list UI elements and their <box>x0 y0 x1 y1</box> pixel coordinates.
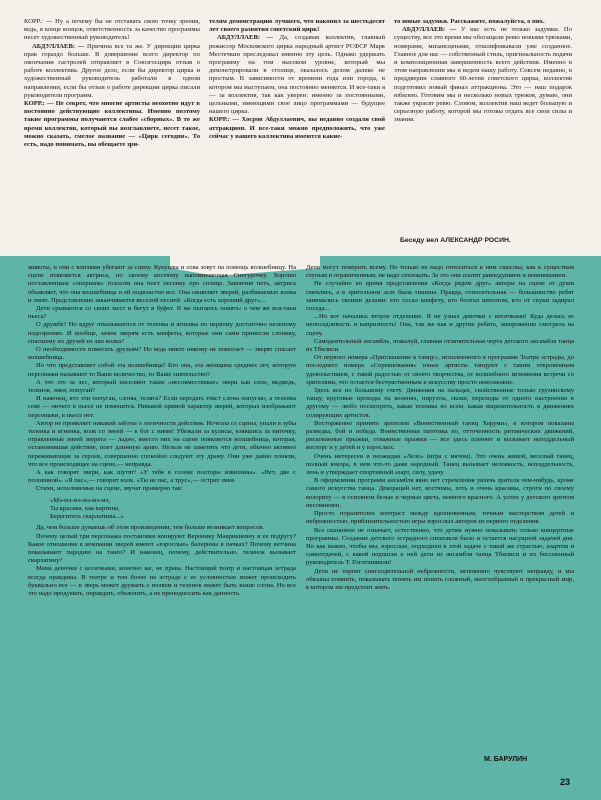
paragraph <box>28 321 296 346</box>
paragraph-text: У нас есть не только задумки. По существу, все это время мы обогащали ревю новыми трюками, номерами, мизансценами, отшлифовывали уже созданное. Главное для нас — собственный стиль, оригинальность подачи и композиционная завершенность всего действия. Именно в этом направлении мы и ведем нашу работу. Совсем недавно, в преддверии славного 60-летия советского цирка, коллектив подготовил новый финал аттракциона. Это — наш подарок юбилею. Готовим мы и несколько новых трюков, думаю, они также украсят ревю. Словом, коллектив наш ведет большую и серьезную работу, которой мы готовы отдать все свои силы и знания. <box>394 26 572 124</box>
speaker-label: АБДУЛЛАЕВ: — <box>32 42 85 50</box>
paragraph-text: «Мэ-мэ-мэ-мэ-мэ-мэ, Ты красива, как картина, Берегитесь скарлатины...» <box>50 496 124 521</box>
paragraph-text: Да, создавая коллектив, главный режиссер Московского цирка народный артист РСФСР Марк Местечкин преследовал именно эту цель. Однако удержать программу на том высоком уровне, который мы демонстрировали в столице, оказалось делом далеко не простым. В зависимости от времени года или города, в котором мы выступаем, она постоянно меняется. И все-таки я — за коллектив, так как уверен: именно за постоянными, цельными, имеющими свое лицо программами — будущее нашего цирка. <box>209 34 385 116</box>
paragraph-text: А что это за лес, который населяют такие «несовместимые» звери как слон, медведь, теленок, змея, попугай? <box>28 378 296 395</box>
paragraph-text: Мама девочки с косичками, конечно же, не права. Настоящий театр и настоящая эстрада всегда правдивы. В театре и тем более на эстраде с ее условностью может происходить буквально все — в зверь может дружить с волком и теленок может быть выше слона. Но все это надо продумать, оправдать, объяснить, а не преподносить как данность. <box>28 565 296 597</box>
paragraph <box>209 116 385 141</box>
paragraph-text: В оформлении программ ансамбля явно нет стремления увлечь зрителя чем-нибудь, кроме самого искусства танца. Декораций нет, костюмы, хоть и очень красивы, строги по своему колориту — в основном белые и черные цвета, немного красного. А успех у детского зрителя несомненен. <box>306 477 574 509</box>
paragraph-text: то новые задумки. Расскажите, пожалуйста, о них. <box>394 18 545 25</box>
paragraph-text: Да, чем больше думаешь об этом произведении, тем больше возникает вопросов. <box>36 524 265 532</box>
paragraph <box>306 313 574 338</box>
paragraph <box>28 305 296 321</box>
paragraph <box>306 280 574 313</box>
paragraph <box>28 524 296 532</box>
paragraph <box>28 497 296 522</box>
paragraph <box>28 533 296 566</box>
paragraph <box>209 34 385 116</box>
interview-signature: Беседу вел АЛЕКСАНДР РОСИН. <box>400 237 511 244</box>
paragraph-text: Дети не терпят снисходительной небрежности, мгновенно чувствуют неправду, и мы обязаны помнить, показывать понять им понять сложный, многообразный и прекрасный мир, в котором им предстоит жить. <box>306 567 574 591</box>
paragraph-text: Но что представляет собой эта волшебница? Кто она, эта женщина средних лет, которую персонажи называют то Ваше величество, то Ваше сиятельство? <box>28 362 296 378</box>
paragraph-text: Почему целый три персонажа постановки копируют Веронику Маврикиевну и ее подругу? Какое отношение к компании зверей имеют «взрослые» балерины в пачках? Почему ветчина показывают пародию на танго? И наконец, почему, действительно, теленок вызывает скарлатину? <box>28 532 296 565</box>
paragraph <box>306 477 574 510</box>
review-column-1 <box>28 264 296 754</box>
paragraph <box>28 420 296 469</box>
paragraph <box>306 264 574 280</box>
paragraph-text: КОРР.: — Ну а почему бы не отставать свою точку зрения, ведь, в конце концов, ответственность за качество программы несет художественный руководитель! <box>24 18 200 42</box>
paragraph-text: Все сказанное не означает, естественно, что детям нужно показывать только концертные программы. Создание детского эстрадного спектакля было и остается насущной задачей дня. Но как важно, чтобы мы, взрослые, подходили к этой задаче с такой же страстью, азартом и самоотдачей, с какой подошли к ней дети из ансамбля танца Тбилиси и их бессменный руководитель Т. Гоготишвили! <box>306 526 574 567</box>
paragraph <box>306 387 574 420</box>
paragraph-text: КОРР.: — Хосров Абдуллаевич, вы недавно создали свой аттракцион. И все-таки можно предположить, что уже сейчас у вашего коллектива имеются какие- <box>209 116 385 140</box>
paragraph-text: Восторженно принято зрителем «Воинственный танец Хоруми», в котором показаны разведка, бой и победа. Воинственная патетика по, отточенность ритмических движений, рискованные прыжки, отважные прыжки — все здесь пленяет и вызывает неподдельный восторг и у детей и у взрослых. <box>306 419 574 452</box>
paragraph <box>28 264 296 305</box>
paragraph <box>306 527 574 568</box>
paragraph <box>28 395 296 420</box>
paragraph-text: Просто поразителен контраст между вдохновенным, точным мастерством детей и небрежностью, приблизительностью игры взрослых актеров из первого отделения. <box>306 510 574 526</box>
paragraph <box>306 354 574 387</box>
paragraph <box>24 43 200 100</box>
paragraph-text: животы, и они с воплями убегают за сцену. Кукушка и сова зовут на помощь волшебницу. На сцене появляется актриса, по своему костюму напоминающая Снегурочку. Хорошо поставленным «оперным» голосом она поет песенку про солнце. Закончив петь, актриса объявляет, что она волшебница и ей подвластно все. Она оживляет зверей, разбиваемых волка и змею. Представление заканчивается веселой песней: «Когда есть хороший друг»... <box>28 264 296 304</box>
paragraph-text: От первого номера «Приглашение к танцу», исполненного в программе Театра эстрады, до последнего номера «Соревнования» юные артисты танцуют с таким откровенным удовольствием, с такой радостью от своего творчества, от волшебного мгновения встречи со зрителями, что остается бесчувственным к искусству просто невозможно. <box>306 354 574 386</box>
paragraph <box>306 510 574 526</box>
speaker-label: АБДУЛЛАЕВ: — <box>217 34 274 42</box>
paragraph <box>24 18 200 43</box>
paragraph <box>394 18 572 26</box>
review-column-2 <box>306 264 574 754</box>
interview-column-3 <box>394 18 572 254</box>
review-signature: М. БАРУЛИН <box>484 756 528 763</box>
paragraph <box>28 469 296 485</box>
paragraph-text: Причина все та же. У дирекции цирка прав гораздо больше. В довершение всего директор по окончании гастролей отправляет в Союзгосцирк отзыв о работе коллектива. Другое дело, если бы директор цирка и художественный руководитель работали в одном направлении, если бы отзыв о работе дирекции цирка писали руководители программ. <box>24 42 200 99</box>
paragraph <box>306 420 574 453</box>
paragraph-text: Самодеятельный ансамбль, пожалуй, главная отличительная черта детского ансамбля танца из Тбилиси. <box>306 337 574 354</box>
paragraph-text: Автор не проявляет никакой заботы о логичности действия. Исчезла со сцены, упали в зубы теленка и ягненка, волк со змеей — к бог с ними! Убежали за кулисы, взявшись за ниточку, отравленные змеей зверята — ладно, вместо них на сцене появляется волшебница, которая, остановившая действие, поет длинную арию. Нельзя не заметить что дети, обычно активно переживающие за героев, совершенно спокойно следуют эту драму. Они уже давно поняли, что все происходящее на сцене,— неправда. <box>28 419 296 468</box>
paragraph <box>24 100 200 149</box>
paragraph-text: Очень интересен и неожидан «Лело» (игра с мячом). Это очень живой, веселый танец, полный юмора, в нем что-то даже народный. Танец вызывает неловкость, неподдельность, лень и утверждает спортивный азарт, силу, удачу. <box>306 452 574 477</box>
paragraph-text: Здесь все по большому счету. Движения на пальцах, свойственные только грузинскому танцу, круговые проходы на коленях, пируэты, скоки, переходы от одного настроения к другому — любо посмотреть, какая техника во всем, какая выразительность в движениях солирующих артистов. <box>306 387 574 419</box>
paragraph-text: Стихи, исполняемые на сцене, звучат примерно так: <box>36 485 183 493</box>
interview-column-1 <box>24 18 200 254</box>
paragraph-text: КОРР.: — Не секрет, что многие артисты неохотно идут в постоянно действующие коллективы. Именно поэтому такие программы получаются слабее «сборных». В то же время коллектив, который вы возглавляете, несет такое, можно сказать, смелое название — «Цирк сегодня». То есть, надо понимать, вы обещаете зри- <box>24 100 200 149</box>
paragraph <box>28 362 296 378</box>
paragraph-text: И наконец, кто эти попугаи, слоны, телята? Если передать текст слона попугаю, а теленка сове — ничего в пьесе не изменится. Никакой прямой характер зверей, которых изображают персонажи, в пьесе нет. <box>28 395 296 419</box>
paragraph <box>209 18 385 34</box>
paragraph <box>306 338 574 354</box>
speaker-label: АБДУЛЛАЕВ: — <box>402 26 457 34</box>
paragraph-text: Дети срываются со своих мест и бегут в буфет. Я же пытаюсь понять: о чем же вся-таки пьеса? <box>28 305 296 321</box>
paragraph-text: А как говорят звери, как шутят! «У тебя в голове полторы извилины». «Нет, две с половиной». «Я пас»,— говорит волк. «Ты не пас, а трус»,— острит змея. <box>28 469 296 485</box>
paragraph <box>28 346 296 362</box>
paragraph <box>394 26 572 124</box>
paragraph-text: О дружбе? Но вдруг отказываются от теленка и ягненка по первому достаточно нелепому подозрению. И вообще, зачем зверям есть конфеты, которые они сами принесли слонику, спасшему их друзей из лап волка? <box>28 321 296 345</box>
interview-column-2 <box>209 18 385 254</box>
paragraph-text: ...Но вот начались второе отделение. Я не узнал девочки с косичками! Куда делась ее непоседливость и капризность! Она, так же как и другие ребята, завороженно смотрела на сцену. <box>306 313 574 337</box>
paragraph-text: Дети могут поверить всему. Но только не надо относиться к ним свысока, как к существам глупым и ограниченным, не надо сюсюкать. За это они платят равнодушием и невниманием. <box>306 264 574 280</box>
paragraph-text: Не случайно во время представления «Когда рядом друг» актеры на сцене от души смеялись, а в зрительном зале была тишина. Правда, относительная — большинство ребят занимались своими делами: кто сосал конфету, кто болтал шепотом, кто от скуки задирал соседа... <box>306 280 574 313</box>
paragraph-text: телям демонстрацию лучшего, что накопил за шестьдесят лет своего развития советский цирк! <box>209 18 385 34</box>
paragraph <box>28 379 296 395</box>
page-number: 23 <box>560 777 571 787</box>
paragraph <box>28 565 296 598</box>
paragraph <box>306 453 574 478</box>
paragraph <box>28 485 296 493</box>
paragraph <box>306 568 574 593</box>
paragraph-text: О необходимости помогать друзьям? Но ведь никто никому не помогает — зверят спасает волшебница. <box>28 346 296 362</box>
